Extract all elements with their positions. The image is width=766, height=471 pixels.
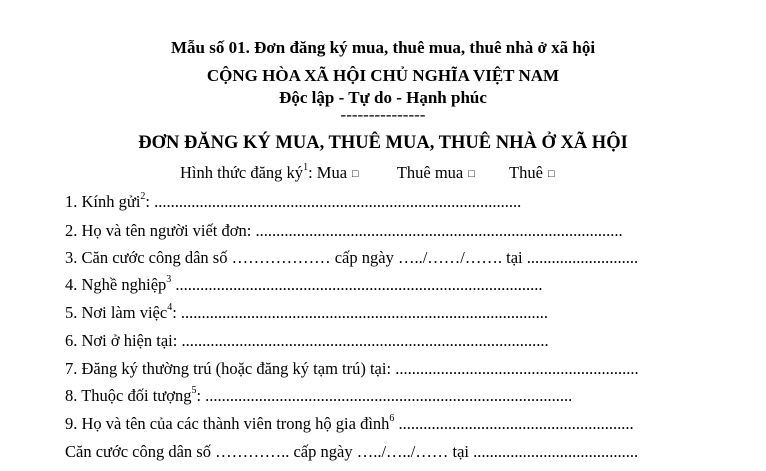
field-workplace-blank[interactable]: : ......................................................................................... xyxy=(172,303,549,322)
field-issue-date-label: cấp ngày xyxy=(334,248,398,267)
field-member-issue-date-label: cấp ngày xyxy=(293,442,357,461)
field-member-id-card xyxy=(65,442,638,462)
field-occupation-blank[interactable]: ......................................................................................... xyxy=(171,275,543,294)
field-id-card-label: 3. Căn cước công dân số xyxy=(65,248,232,267)
field-recipient xyxy=(65,192,521,212)
field-registered-residence-blank[interactable]: ........................................................... xyxy=(395,359,639,378)
field-recipient-label: 1. Kính gửi xyxy=(65,192,141,211)
field-beneficiary-group-blank[interactable]: : ......................................................................................... xyxy=(196,386,573,405)
field-member-issue-place-blank[interactable]: ........................................ xyxy=(473,442,639,461)
field-occupation-label: 4. Nghề nghiệp xyxy=(65,275,167,294)
field-member-issue-date-blank[interactable]: …../…../…… xyxy=(356,442,453,461)
field-full-name-blank[interactable]: ......................................................................................... xyxy=(255,221,623,240)
option-lease-buy-label: Thuê mua xyxy=(396,163,464,182)
field-id-number-blank[interactable]: ……………… xyxy=(231,248,335,267)
field-recipient-blank[interactable]: : ......................................................................................... xyxy=(145,192,522,211)
motto: Độc lập - Tự do - Hạnh phúc xyxy=(279,88,487,107)
field-current-residence-label: 6. Nơi ở hiện tại: xyxy=(65,331,182,350)
field-full-name xyxy=(65,221,623,241)
field-current-residence-blank[interactable]: ......................................................................................... xyxy=(181,331,549,350)
field-issue-place-blank[interactable]: ........................... xyxy=(526,248,639,267)
field-member-issue-place-label: tại xyxy=(452,442,474,461)
field-workplace xyxy=(65,303,548,323)
field-workplace-label: 5. Nơi làm việc xyxy=(65,303,168,322)
footnote-marker: 3 xyxy=(166,273,172,285)
field-household-members-blank[interactable]: ......................................................... xyxy=(394,414,634,433)
form-number-heading: Mẫu số 01. Đơn đăng ký mua, thuê mua, thuê nhà ở xã hội xyxy=(170,38,596,57)
option-buy-checkbox[interactable]: □ xyxy=(352,168,359,180)
field-registered-residence xyxy=(65,359,639,379)
field-household-members-label: 9. Họ và tên của các thành viên trong hộ gia đình xyxy=(65,414,390,433)
document-title: ĐƠN ĐĂNG KÝ MUA, THUÊ MUA, THUÊ NHÀ Ở XÃ HỘI xyxy=(138,133,628,153)
country-heading: CỘNG HÒA XÃ HỘI CHỦ NGHĨA VIỆT NAM xyxy=(206,66,560,85)
field-id-card xyxy=(65,248,638,268)
footnote-marker: 4 xyxy=(167,301,173,313)
field-member-id-number-blank[interactable]: ………….. xyxy=(215,442,294,461)
field-beneficiary-group-label: 8. Thuộc đối tượng xyxy=(65,386,192,405)
registration-type-row xyxy=(180,163,555,183)
option-rent-checkbox[interactable]: □ xyxy=(547,168,555,180)
field-issue-date-blank[interactable]: …../……/……. xyxy=(397,248,507,267)
footnote-marker: 1 xyxy=(303,161,309,173)
registration-type-label: Hình thức đăng ký xyxy=(180,163,304,182)
field-full-name-label: 2. Họ và tên người viết đơn: xyxy=(65,221,256,240)
field-member-id-card-label: Căn cước công dân số xyxy=(65,442,216,461)
field-registered-residence-label: 7. Đăng ký thường trú (hoặc đăng ký tạm trú) tại: xyxy=(65,359,396,378)
option-buy-label: : Mua xyxy=(308,163,348,182)
motto-separator: --------------- xyxy=(340,105,426,124)
field-occupation xyxy=(65,275,543,295)
field-current-residence xyxy=(65,331,549,351)
option-lease-buy-checkbox[interactable]: □ xyxy=(468,168,475,180)
footnote-marker: 5 xyxy=(191,384,197,396)
footnote-marker: 6 xyxy=(389,412,395,424)
field-issue-place-label: tại xyxy=(506,248,527,267)
field-beneficiary-group xyxy=(65,386,572,406)
field-household-members xyxy=(65,414,634,434)
option-rent-label: Thuê xyxy=(509,163,543,182)
footnote-marker: 2 xyxy=(140,190,146,202)
